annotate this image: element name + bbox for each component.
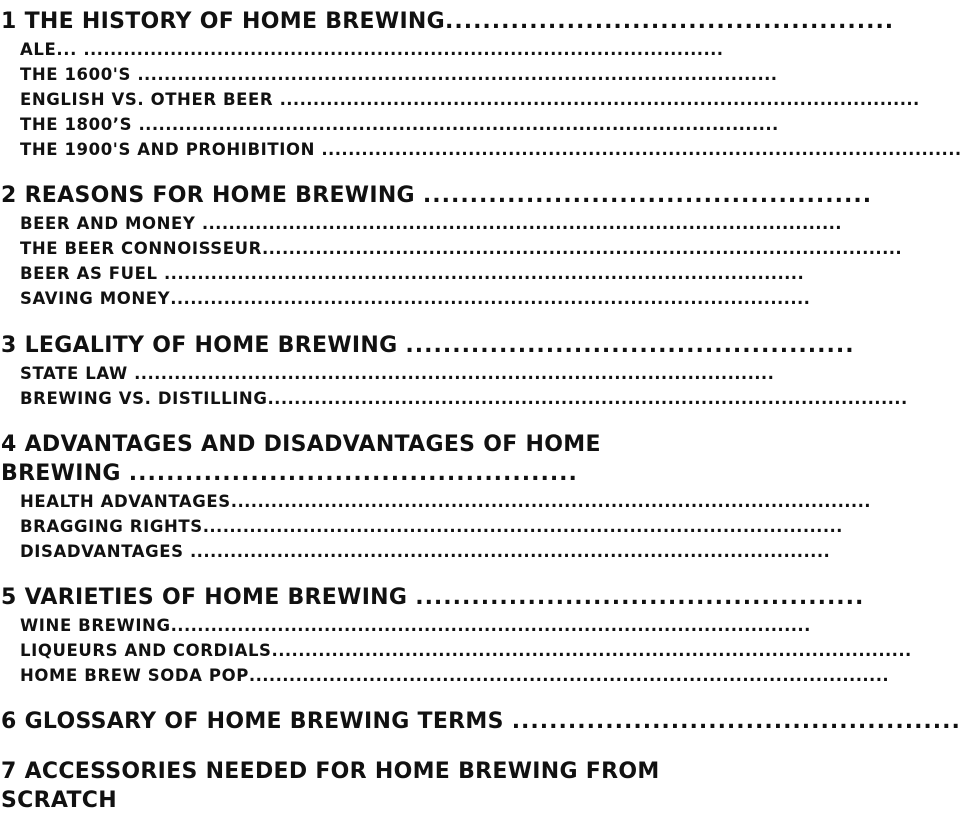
toc-entry-text: BRAGGING RIGHTS [20, 517, 203, 536]
dot-leader: ................................................................................................ [137, 65, 778, 84]
dot-leader: ................................................ [405, 333, 855, 358]
toc-entry-text: WINE BREWING [20, 616, 171, 635]
toc-heading-text: 7 ACCESSORIES NEEDED FOR HOME BREWING FROM [1, 759, 660, 784]
toc-entry-text: THE 1800’S [20, 115, 133, 134]
toc-entry-1-4[interactable] [20, 113, 779, 136]
toc-heading-4[interactable] [1, 430, 697, 460]
toc-heading-text: BREWING [1, 461, 121, 486]
toc-heading-2[interactable] [1, 181, 873, 211]
toc-entry-text: ALE... [20, 40, 77, 59]
toc-entry-text: THE 1600'S [20, 65, 131, 84]
toc-entry-text: THE BEER CONNOISSEUR [20, 239, 262, 258]
dot-leader: ................................................................................................ [267, 389, 908, 408]
dot-leader: ................................................................................................ [190, 542, 831, 561]
toc-heading-text: 3 LEGALITY OF HOME BREWING [1, 333, 398, 358]
dot-leader: ................................................ [128, 461, 578, 486]
dot-leader: ................................................................................................ [138, 115, 779, 134]
toc-entry-text: BREWING VS. DISTILLING [20, 389, 268, 408]
dot-leader: ................................................................................................ [201, 214, 842, 233]
toc-entry-1-1[interactable] [20, 38, 724, 61]
dot-leader: ................................................ [445, 9, 895, 34]
dot-leader: ................................................................................................ [83, 40, 724, 59]
dot-leader: ................................................................................................ [261, 239, 903, 258]
toc-entry-2-1[interactable] [20, 212, 842, 235]
toc-heading-text: 5 VARIETIES OF HOME BREWING [1, 585, 408, 610]
toc-entry-2-2[interactable] [20, 237, 903, 260]
toc-entry-text: THE 1900'S AND PROHIBITION [20, 140, 316, 159]
toc-entry-text: SAVING MONEY [20, 289, 171, 308]
toc-entry-text: LIQUEURS AND CORDIALS [20, 641, 272, 660]
toc-entry-5-1[interactable] [20, 614, 811, 637]
toc-entry-1-2[interactable] [20, 63, 778, 86]
toc-heading-text: 1 THE HISTORY OF HOME BREWING [1, 9, 445, 34]
toc-heading-text: 4 ADVANTAGES AND DISADVANTAGES OF HOME [1, 432, 601, 457]
toc-heading-7[interactable] [1, 757, 704, 787]
dot-leader: ................................................................................................ [271, 641, 912, 660]
dot-leader: ................................................................................................ [202, 517, 843, 536]
toc-entry-text: BEER AS FUEL [20, 264, 158, 283]
dot-leader: ................................................................................................ [279, 90, 920, 109]
toc-entry-5-2[interactable] [20, 639, 912, 662]
dot-leader: ................................................................................................ [170, 289, 811, 308]
toc-heading-4-cont[interactable] [1, 459, 697, 489]
toc-heading-text: SCRATCH [1, 788, 117, 813]
toc-heading-6[interactable] [1, 707, 961, 737]
toc-entry-4-1[interactable] [20, 490, 871, 513]
dot-leader: ................................................................................................ [230, 492, 871, 511]
toc-entry-text: STATE LAW [20, 364, 128, 383]
dot-leader: ................................................................................................ [163, 264, 805, 283]
dot-leader: ................................................................................................ [321, 140, 962, 159]
toc-heading-1[interactable] [1, 7, 895, 37]
toc-entry-text: DISADVANTAGES [20, 542, 184, 561]
toc-entry-4-3[interactable] [20, 540, 831, 563]
dot-leader: ................................................................................................ [248, 666, 890, 685]
toc-heading-5[interactable] [1, 583, 865, 613]
toc-heading-text: 6 GLOSSARY OF HOME BREWING TERMS [1, 709, 504, 734]
toc-heading-text: 2 REASONS FOR HOME BREWING [1, 183, 415, 208]
toc-entry-5-3[interactable] [20, 664, 890, 687]
toc-entry-1-3[interactable] [20, 88, 920, 111]
toc-entry-text: HEALTH ADVANTAGES [20, 492, 231, 511]
dot-leader: ................................................ [511, 709, 961, 734]
toc-heading-7-cont[interactable] [1, 786, 704, 816]
toc-entry-1-5[interactable] [20, 138, 962, 161]
toc-entry-2-3[interactable] [20, 262, 805, 285]
dot-leader: ................................................ [422, 183, 873, 208]
dot-leader: ................................................................................................ [134, 364, 775, 383]
toc-heading-3[interactable] [1, 331, 855, 361]
dot-leader: ................................................ [415, 585, 865, 610]
toc-entry-4-2[interactable] [20, 515, 843, 538]
toc-entry-2-4[interactable] [20, 287, 811, 310]
toc-entry-3-2[interactable] [20, 387, 908, 410]
toc-entry-text: HOME BREW SODA POP [20, 666, 249, 685]
dot-leader: ................................................................................................ [170, 616, 811, 635]
toc-entry-3-1[interactable] [20, 362, 775, 385]
toc-entry-text: ENGLISH VS. OTHER BEER [20, 90, 274, 109]
toc-entry-text: BEER AND MONEY [20, 214, 196, 233]
